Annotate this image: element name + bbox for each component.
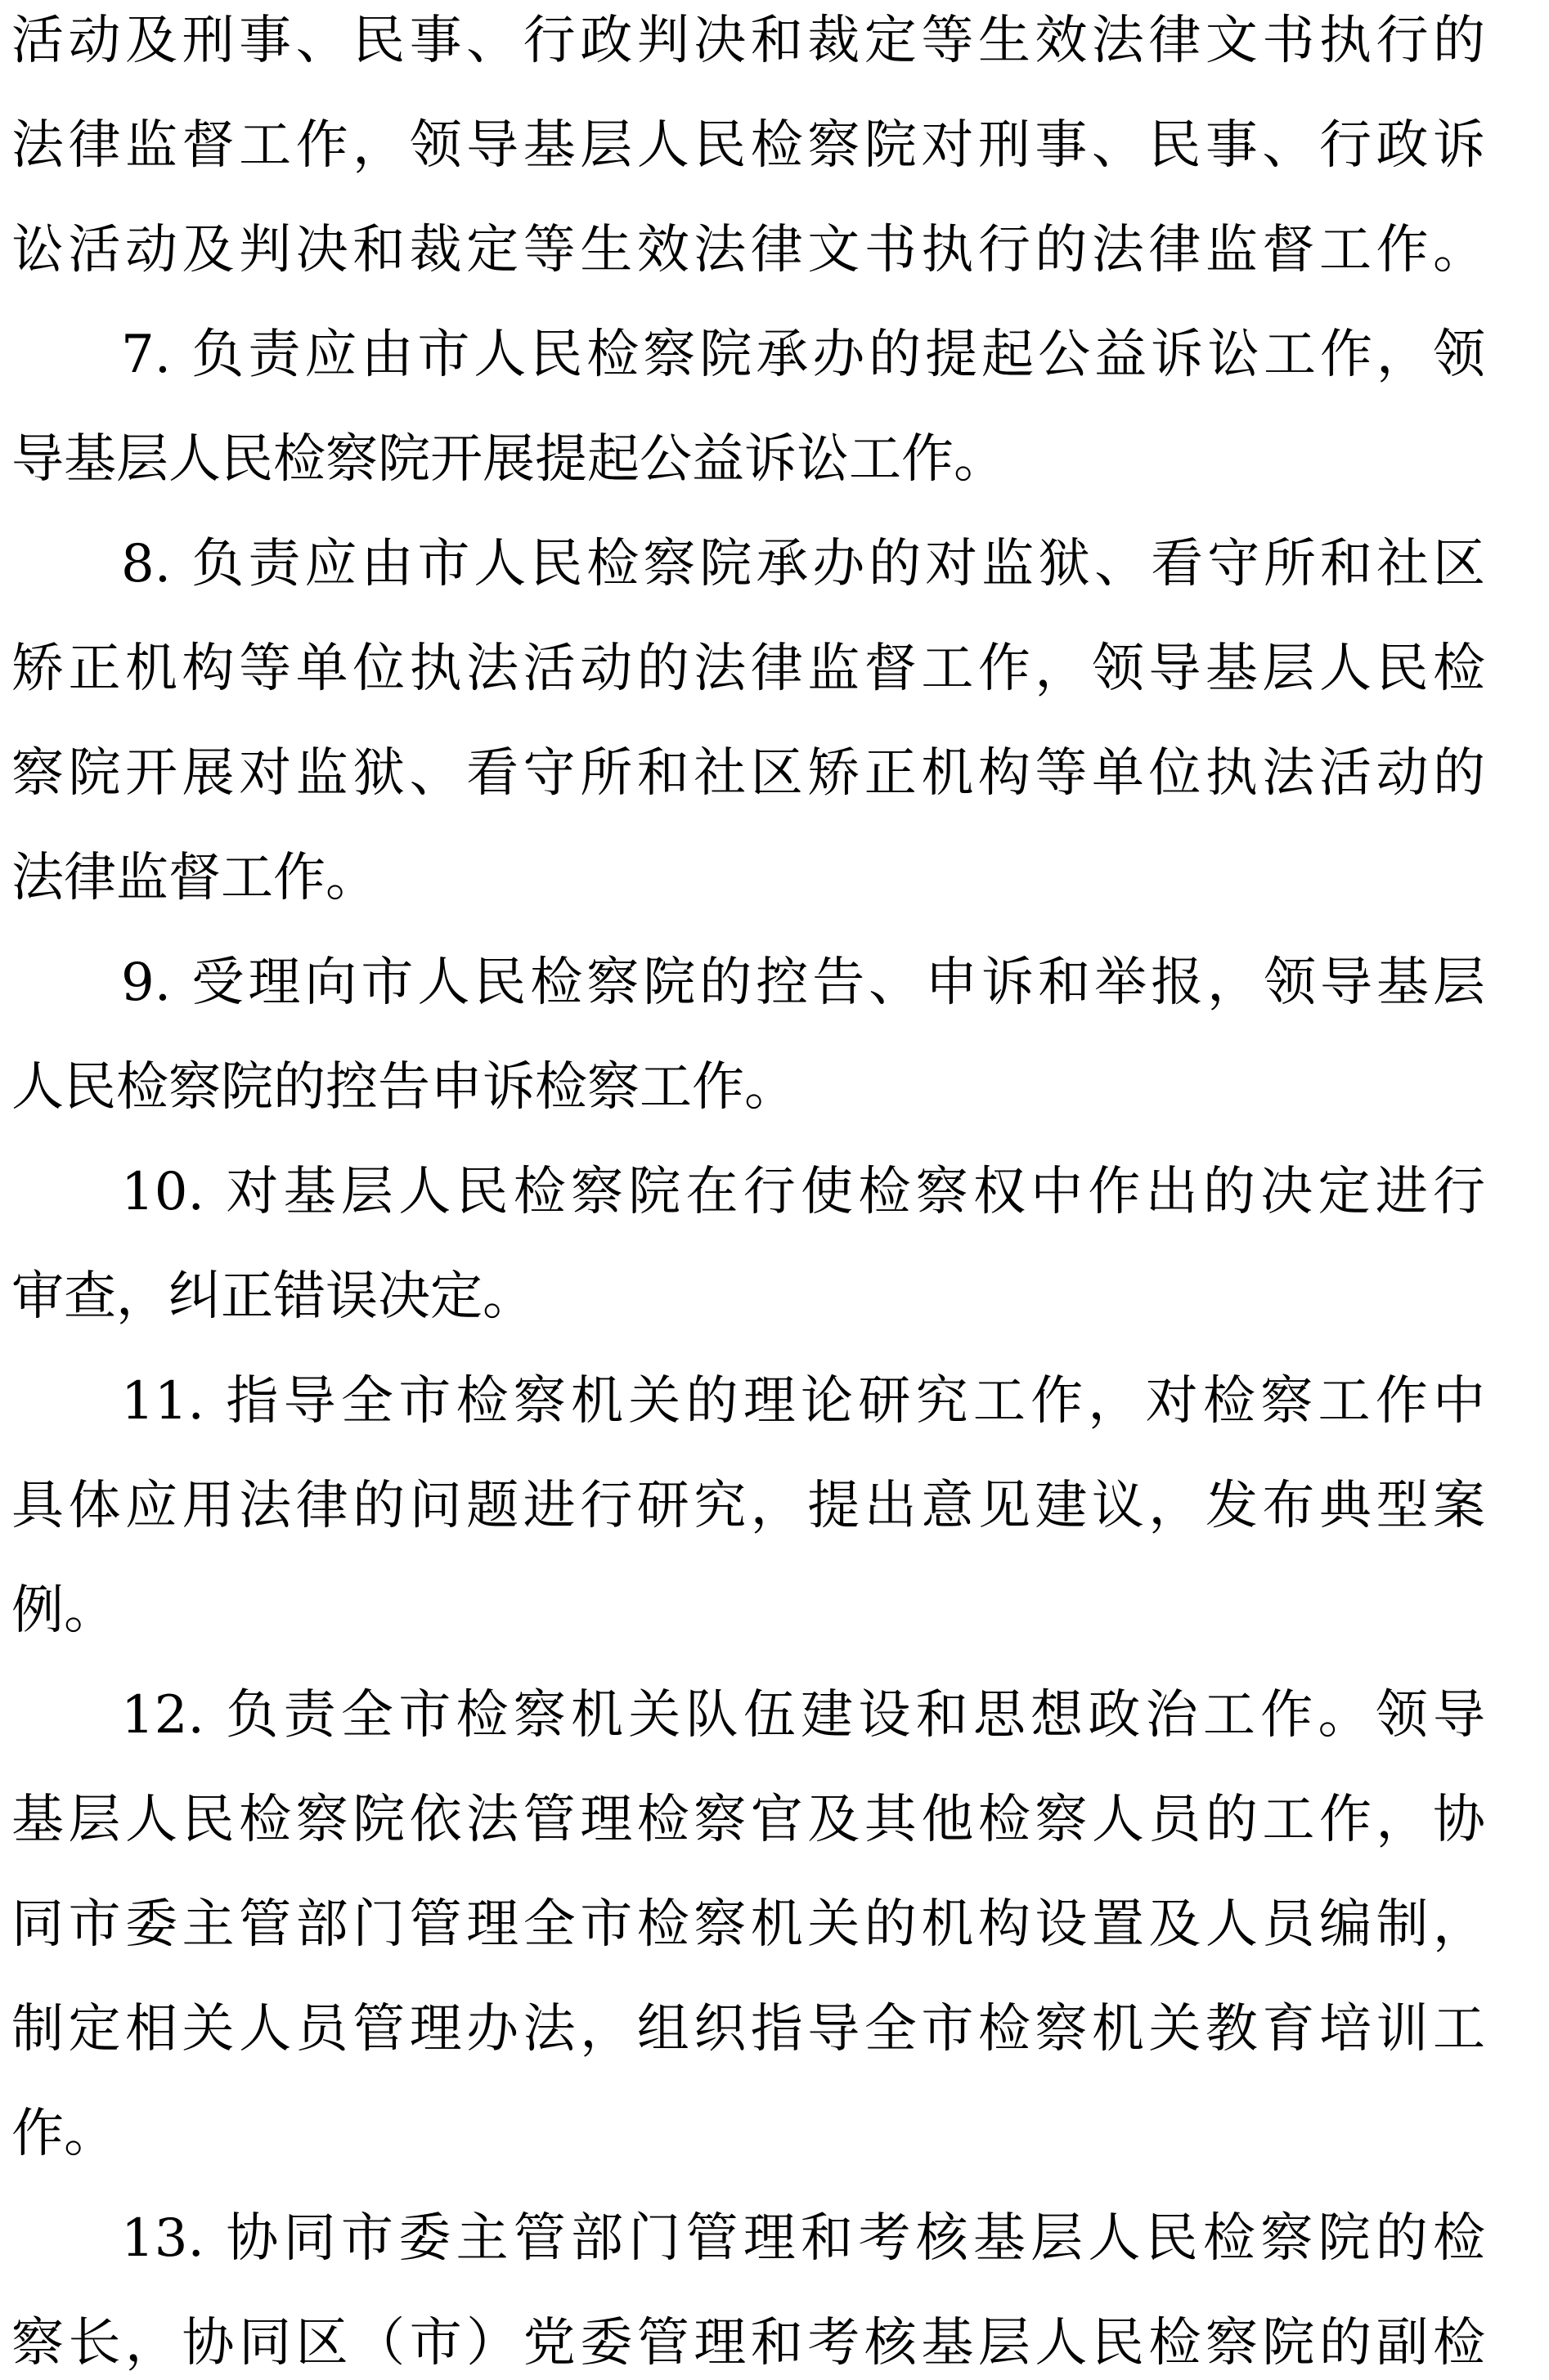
paragraph-10-first-line: 10. 对基层人民检察院在行使检察权中作出的决定进行	[121, 1162, 1485, 1222]
text-line: 人民检察院的控告申诉检察工作。	[11, 1057, 797, 1118]
text-line: 讼活动及判决和裁定等生效法律文书执行的法律监督工作。	[11, 220, 1485, 280]
text-line: 制定相关人员管理办法，组织指导全市检察机关教育培训工	[11, 1999, 1485, 2060]
text-line: 具体应用法律的问题进行研究，提出意见建议，发布典型案	[11, 1476, 1485, 1536]
paragraph-7-first-line: 7. 负责应由市人民检察院承办的提起公益诉讼工作，领	[121, 325, 1485, 385]
paragraph-13-first-line: 13. 协同市委主管部门管理和考核基层人民检察院的检	[121, 2208, 1485, 2269]
text-line: 例。	[11, 1580, 116, 1641]
paragraph-11-first-line: 11. 指导全市检察机关的理论研究工作，对检察工作中	[121, 1371, 1485, 1432]
text-line: 法律监督工作。	[11, 848, 378, 908]
paragraph-12-first-line: 12. 负责全市检察机关队伍建设和思想政治工作。领导	[121, 1685, 1485, 1746]
text-line: 基层人民检察院依法管理检察官及其他检察人员的工作，协	[11, 1790, 1485, 1850]
paragraph-9-first-line: 9. 受理向市人民检察院的控告、申诉和举报，领导基层	[121, 952, 1485, 1013]
text-line: 活动及刑事、民事、行政判决和裁定等生效法律文书执行的	[11, 11, 1485, 71]
text-line: 法律监督工作，领导基层人民检察院对刑事、民事、行政诉	[11, 115, 1485, 176]
text-line: 同市委主管部门管理全市检察机关的机构设置及人员编制，	[11, 1894, 1485, 1955]
text-line: 察长，协同区（市）党委管理和考核基层人民检察院的副检	[11, 2313, 1485, 2373]
text-line: 察院开展对监狱、看守所和社区矫正机构等单位执法活动的	[11, 743, 1485, 804]
text-line: 作。	[11, 2104, 116, 2164]
text-line: 审查，纠正错误决定。	[11, 1266, 535, 1327]
paragraph-8-first-line: 8. 负责应由市人民检察院承办的对监狱、看守所和社区	[121, 534, 1485, 594]
text-line: 导基层人民检察院开展提起公益诉讼工作。	[11, 429, 1006, 490]
text-line: 矫正机构等单位执法活动的法律监督工作，领导基层人民检	[11, 639, 1485, 699]
